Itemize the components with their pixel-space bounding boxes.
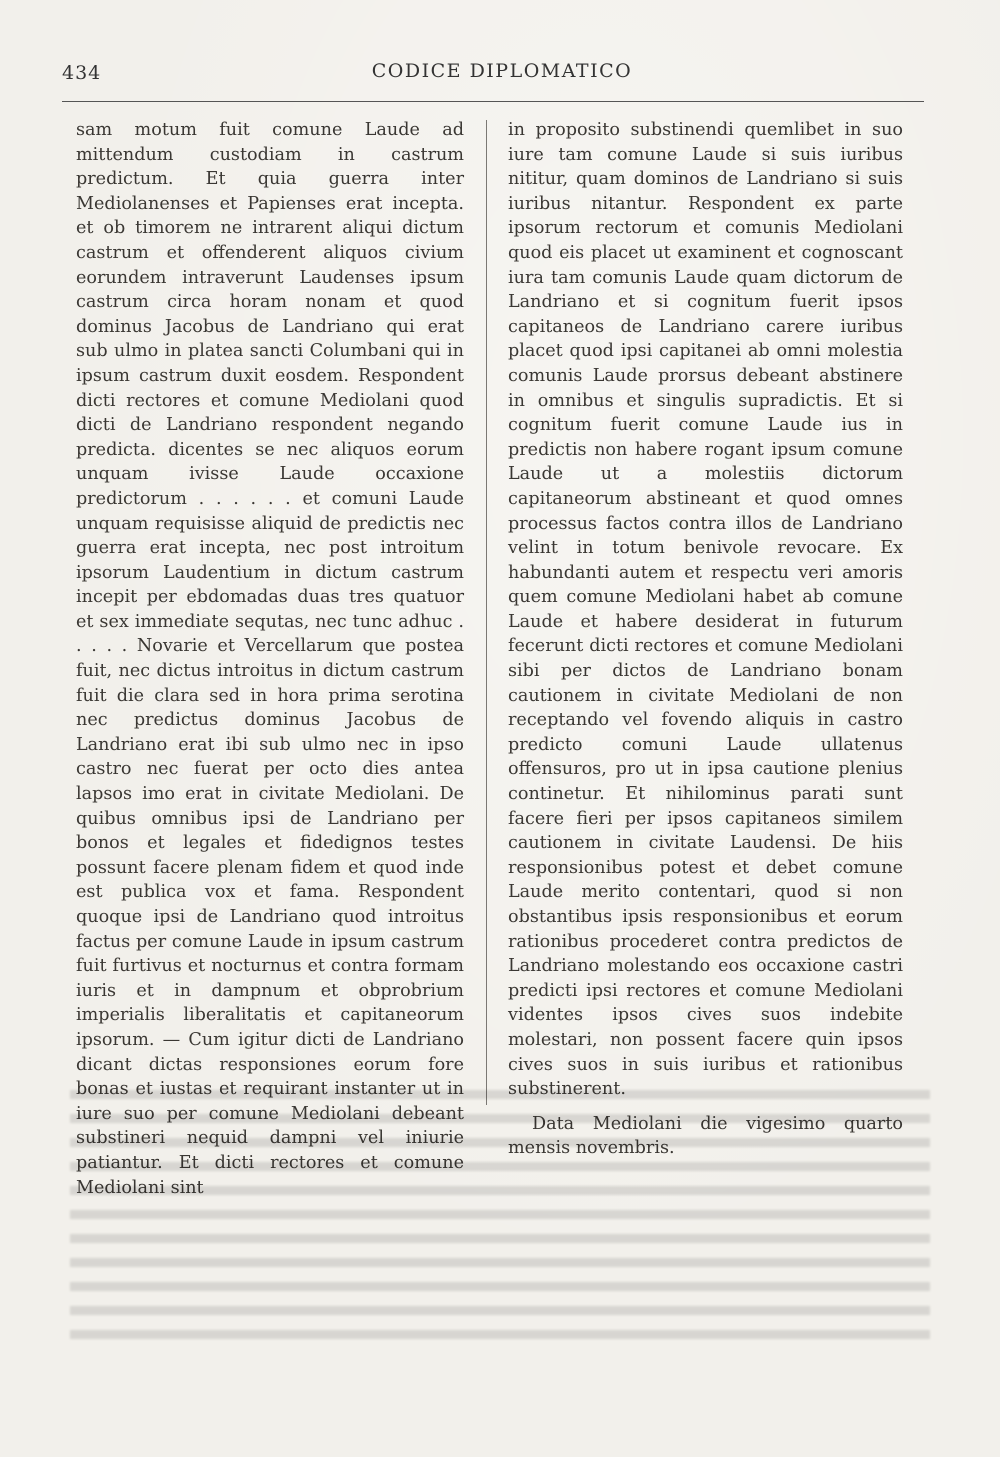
page-number: 434 [62,62,102,84]
page-header [62,58,942,98]
right-column [508,118,903,1161]
right-column-text: in proposito substinendi quemlibet in suo iure tam comune Laude si suis iuribus nititur, quam dominos de Landriano si suis iuribus nitantur. Respondent ex parte ipsorum rectorum et comunis Mediolani quod eis placet ut examinent et cognoscant iura tam comunis Laude quam dictorum de Landriano et si cognitum fuerit ipsos capitaneos de Landriano carere iuribus placet quod ipsi capitanei ab omni molestia comunis Laude prorsus debeant abstinere in omnibus et singulis supradictis. Et si cognitum fuerit comune Laude ius in predictis non habere rogant ipsum comune Laude ut a molestiis dictorum capitaneorum abstineant et quod omnes processus factos contra illos de Landriano velint in totum benivole revocare. Ex habundanti autem et respectu veri amoris quem comune Mediolani habet ab comune Laude et habere desiderat in futurum fecerunt dicti rectores et comune Mediolani sibi per dictos de Landriano bonam cautionem in civitate Mediolani de non receptando vel fovendo aliquis in castro predicto comuni Laude ullatenus offensuros, pro ut in ipsa cautione plenius continetur. Et nihilominus parati sunt facere fieri per ipsos capitaneos similem cautionem in civitate Laudensi. De hiis responsionibus potest et debet comune Laude merito contentari, quod si non obstantibus ipsis responsionibus et eorum rationibus procederet contra predictos de Landriano molestando eos occaxione castri predicti ipsi rectores et comune Mediolani videntes ipsos cives suos indebite molestari, non possent facere quin ipsos cives suos in suis iuribus et rationibus substinerent. [508,120,903,1100]
left-column-text: sam motum fuit comune Laude ad mittendum custodiam in castrum predictum. Et quia guerra inter Mediolanenses et Papienses erat incepta. et ob timorem ne intrarent aliqui dictum castrum et offenderent aliquos civium eorundem intraverunt Laudenses ipsum castrum circa horam nonam et quod dominus Jacobus de Landriano qui erat sub ulmo in platea sancti Columbani qui in ipsum castrum duxit eosdem. Respondent dicti rectores et comune Mediolani quod dicti de Landriano respondent negando predicta. dicentes se nec aliquos eorum unquam ivisse Laude occaxione predictorum . . . . . . et comuni Laude unquam requisisse aliquid de predictis nec guerra erat incepta, nec post introitum ipsorum Laudentium in dictum castrum incepit per ebdomadas duas tres quatuor et sex immediate sequtas, nec tunc adhuc . . . . . Novarie et Vercellarum que postea fuit, nec dictus introitus in dictum castrum fuit die clara sed in hora prima serotina nec predictus dominus Jacobus de Landriano erat ibi sub ulmo nec in ipso castro nec fuerat per octo dies antea lapsos imo erat in civitate Mediolani. De quibus omnibus ipsi de Landriano per bonos et legales et fidedignos testes possunt facere plenam fidem et quod inde est publica vox et fama. Respondent quoque ipsi de Landriano quod introitus factus per comune Laude in ipsum castrum fuit furtivus et nocturnus et contra formam iuris et in dampnum et obprobrium imperialis liberalitatis et capitaneorum ipsorum. — Cum igitur dicti de Landriano dicant dictas responsiones eorum fore bonas et iustas et requirant instanter ut in iure suo per comune Mediolani debeant substineri nequid dampni vel iniurie patiantur. Et dicti rectores et comune Mediolani sint [76,120,464,1198]
column-divider [486,120,487,1105]
dateline: Data Mediolani die vigesimo quarto mensis novembris. [508,1113,903,1159]
left-column [76,118,464,1200]
show-through-text [70,1090,930,1350]
running-title: CODICE DIPLOMATICO [371,60,633,82]
header-rule [62,101,924,102]
